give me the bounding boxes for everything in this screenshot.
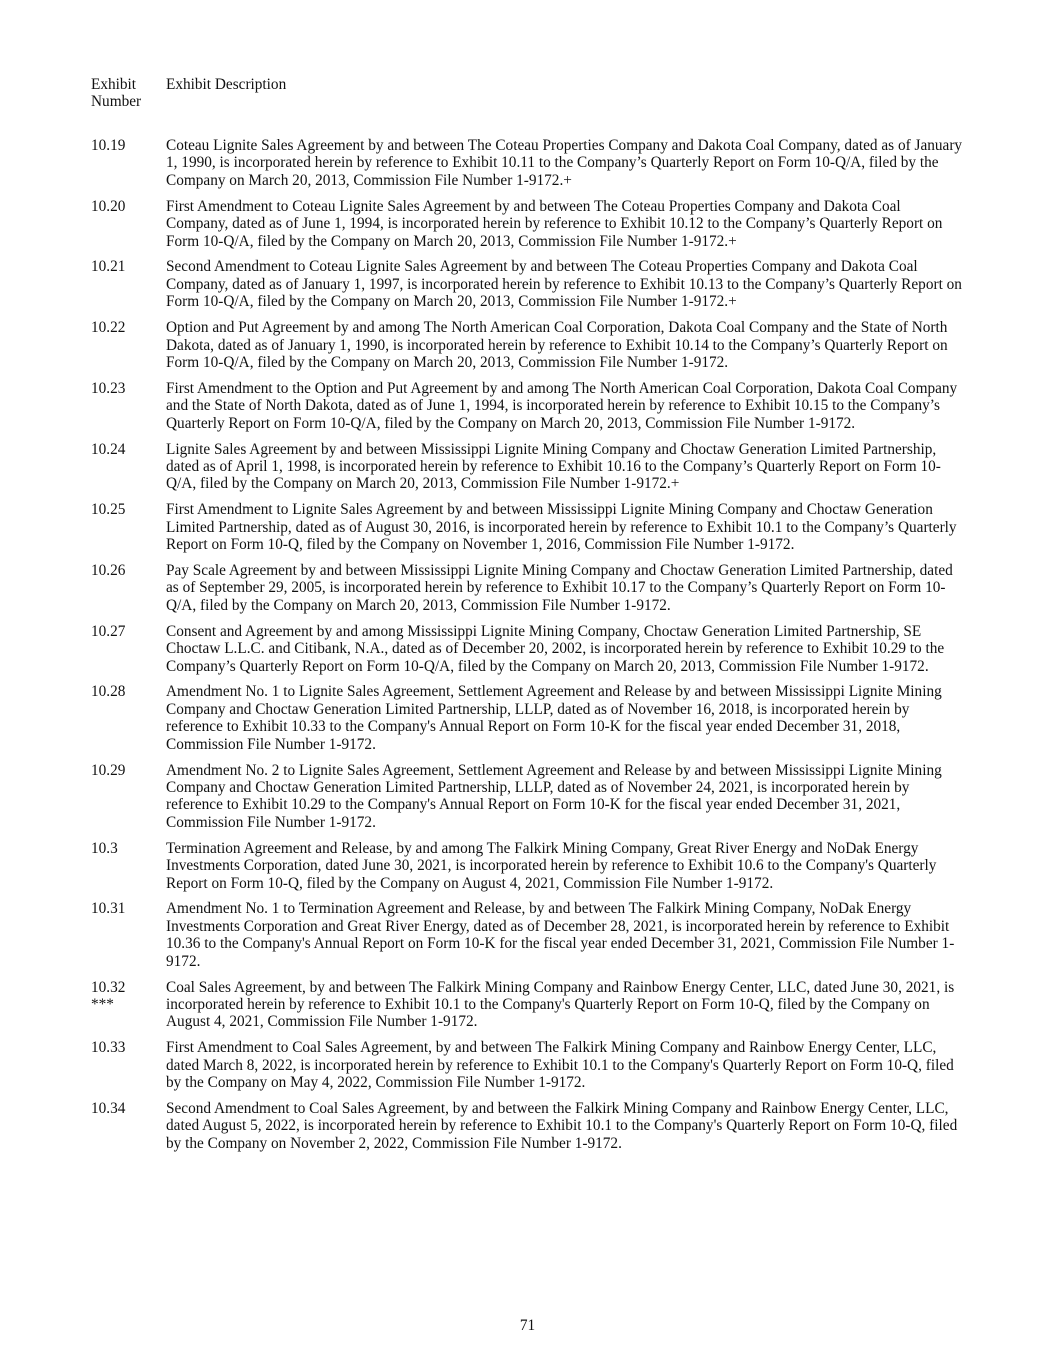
- exhibit-number: [91, 441, 161, 458]
- exhibit-description: First Amendment to the Option and Put Agreement by and among The North American Coal Corporation, Dakota Coal Company and the State of North Dakota, dated as of June 1, 1994, is incorporated herein by reference to Exhibit 10.15 to the Company’s Quarterly Report on Form 10-Q/A, filed by the Company on March 20, 2013, Commission File Number 1-9172.: [166, 379, 958, 432]
- exhibit-description: Pay Scale Agreement by and between Mississippi Lignite Mining Company and Choctaw Generation Limited Partnership, dated as of September 29, 2005, is incorporated herein by reference to Exhibit 10.17 to the Company’s Quarterly Report on Form 10-Q/A, filed by the Company on March 20, 2013, Commission File Number 1-9172.: [166, 562, 953, 614]
- exhibit-row: [91, 198, 971, 250]
- exhibit-number: [91, 137, 161, 154]
- exhibit-row: [91, 979, 971, 1031]
- exhibit-number: [91, 979, 161, 1014]
- exhibit-number-value: 10.19: [91, 137, 126, 154]
- exhibit-number-value: 10.33: [91, 1039, 126, 1057]
- exhibit-description: Amendment No. 1 to Lignite Sales Agreement, Settlement Agreement and Release by and between Mississippi Lignite Mining Company and Choctaw Generation Limited Partnership, LLLP, dated as of November 16, 2018, is incorporated herein by reference to Exhibit 10.33 to the Company's Annual Report on Form 10-K for the fiscal year ended December 31, 2018, Commission File Number 1-9172.: [166, 683, 942, 753]
- exhibit-description: Second Amendment to Coteau Lignite Sales Agreement by and between The Coteau Properties Company and Dakota Coal Company, dated as of January 1, 1997, is incorporated herein by reference to Exhibit 10.13 to the Company’s Quarterly Report on Form 10-Q/A, filed by the Company on March 20, 2013, Commission File Number 1-9172.+: [166, 258, 962, 311]
- exhibit-number: [91, 198, 161, 215]
- exhibit-number-value: 10.31: [91, 900, 126, 918]
- exhibit-number-header-line1: Exhibit: [91, 76, 137, 93]
- exhibit-number-value: 10.21: [91, 258, 126, 276]
- exhibit-number-column-header: [91, 76, 161, 111]
- exhibit-description-column-header: Exhibit Description: [166, 76, 287, 93]
- exhibit-description: Amendment No. 1 to Termination Agreement and Release, by and between The Falkirk Mining Company, NoDak Energy Investments Corporation and Great River Energy, dated as of December 28, 2021, is incorporated herein by reference to Exhibit 10.36 to the Company's Annual Report on Form 10-K for the fiscal year ended December 31, 2021, Commission File Number 1-9172.: [166, 900, 955, 970]
- exhibit-row: [91, 501, 971, 553]
- exhibit-description: First Amendment to Coteau Lignite Sales Agreement by and between The Coteau Properties Company and Dakota Coal Company, dated as of June 1, 1994, is incorporated herein by reference to Exhibit 10.12 to the Company’s Quarterly Report on Form 10-Q/A, filed by the Company on March 20, 2013, Commission File Number 1-9172.+: [166, 197, 943, 250]
- exhibit-description: Amendment No. 2 to Lignite Sales Agreement, Settlement Agreement and Release by and between Mississippi Lignite Mining Company and Choctaw Generation Limited Partnership, LLLP, dated as of November 24, 2021, is incorporated herein by reference to Exhibit 10.29 to the Company's Annual Report on Form 10-K for the fiscal year ended December 31, 2021, Commission File Number 1-9172.: [166, 761, 942, 831]
- exhibit-row: [91, 840, 971, 892]
- exhibit-row: [91, 762, 971, 832]
- exhibit-row: [91, 380, 971, 432]
- exhibit-row: [91, 683, 971, 753]
- exhibit-number: [91, 501, 161, 518]
- page-number: 71: [519, 1317, 536, 1334]
- exhibit-description: First Amendment to Lignite Sales Agreement by and between Mississippi Lignite Mining Company and Choctaw Generation Limited Partnership, dated as of August 30, 2016, is incorporated herein by reference to Exhibit 10.1 to the Company’s Quarterly Report on Form 10-Q, filed by the Company on November 1, 2016, Commission File Number 1-9172.: [166, 501, 957, 554]
- exhibit-number: [91, 258, 161, 275]
- exhibit-number: [91, 840, 161, 857]
- exhibit-number-value: 10.20: [91, 197, 126, 215]
- exhibit-number-suffix: ***: [91, 995, 114, 1013]
- exhibit-description: Termination Agreement and Release, by and among The Falkirk Mining Company, Great River Energy and NoDak Energy Investments Corporation, dated June 30, 2021, is incorporated herein by reference to Exhibit 10.6 to the Company's Quarterly Report on Form 10-Q, filed by the Company on August 4, 2021, Commission File Number 1-9172.: [166, 839, 937, 892]
- exhibit-description: Lignite Sales Agreement by and between Mississippi Lignite Mining Company and Choctaw Generation Limited Partnership, dated as of April 1, 1998, is incorporated herein by reference to Exhibit 10.16 to the Company’s Quarterly Report on Form 10-Q/A, filed by the Company on March 20, 2013, Commission File Number 1-9172.+: [166, 440, 941, 493]
- exhibit-number: [91, 683, 161, 700]
- exhibit-number-value: 10.27: [91, 622, 126, 640]
- exhibit-row: [91, 623, 971, 675]
- exhibit-description: First Amendment to Coal Sales Agreement, by and between The Falkirk Mining Company and Rainbow Energy Center, LLC, dated March 8, 2022, is incorporated herein by reference to Exhibit 10.1 to the Company's Quarterly Report on Form 10-Q, filed by the Company on May 4, 2022, Commission File Number 1-9172.: [166, 1039, 954, 1092]
- exhibit-number-value: 10.23: [91, 379, 126, 397]
- exhibit-number: [91, 380, 161, 397]
- exhibit-number-value: 10.34: [91, 1100, 126, 1117]
- exhibit-description: Coteau Lignite Sales Agreement by and between The Coteau Properties Company and Dakota Coal Company, dated as of January 1, 1990, is incorporated herein by reference to Exhibit 10.11 to the Company’s Quarterly Report on Form 10-Q/A, filed by the Company on March 20, 2013, Commission File Number 1-9172.+: [166, 137, 963, 189]
- exhibit-number: [91, 319, 161, 336]
- exhibit-number-value: 10.26: [91, 562, 126, 580]
- exhibit-row: [91, 900, 971, 970]
- exhibit-description: Coal Sales Agreement, by and between The Falkirk Mining Company and Rainbow Energy Center, LLC, dated June 30, 2021, is incorporated herein by reference to Exhibit 10.1 to the Company's Quarterly Report on Form 10-Q, filed by the Company on August 4, 2021, Commission File Number 1-9172.: [166, 978, 955, 1031]
- exhibit-number: [91, 900, 161, 917]
- exhibit-number-header-line2: Number: [91, 93, 142, 111]
- exhibit-number-value: 10.3: [91, 839, 118, 857]
- exhibit-row: [91, 137, 971, 189]
- exhibit-list: [91, 137, 971, 1161]
- exhibit-row: [91, 562, 971, 614]
- exhibit-number-value: 10.29: [91, 761, 126, 779]
- exhibit-number: [91, 623, 161, 640]
- exhibit-number: [91, 1100, 161, 1117]
- exhibit-row: [91, 441, 971, 493]
- exhibit-number-value: 10.25: [91, 501, 126, 519]
- exhibit-row: [91, 1100, 971, 1152]
- exhibit-number: [91, 762, 161, 779]
- exhibit-description: Consent and Agreement by and among Mississippi Lignite Mining Company, Choctaw Generation Limited Partnership, SE Choctaw L.L.C. and Citibank, N.A., dated as of December 20, 2002, is incorporated herein by reference to Exhibit 10.29 to the Company’s Quarterly Report on Form 10-Q/A, filed by the Company on March 20, 2013, Commission File Number 1-9172.: [166, 622, 945, 675]
- exhibit-description: Second Amendment to Coal Sales Agreement, by and between the Falkirk Mining Company and Rainbow Energy Center, LLC, dated August 5, 2022, is incorporated herein by reference to Exhibit 10.1 to the Company's Quarterly Report on Form 10-Q, filed by the Company on November 2, 2022, Commission File Number 1-9172.: [166, 1100, 958, 1152]
- exhibit-number: [91, 562, 161, 579]
- exhibit-number-value: 10.32: [91, 978, 126, 996]
- exhibit-row: [91, 258, 971, 310]
- exhibit-number-value: 10.22: [91, 319, 126, 337]
- exhibit-number: [91, 1039, 161, 1056]
- exhibit-number-value: 10.24: [91, 440, 126, 458]
- exhibit-row: [91, 1039, 971, 1091]
- exhibit-description: Option and Put Agreement by and among The North American Coal Corporation, Dakota Coal Company and the State of North Dakota, dated as of January 1, 1990, is incorporated herein by reference to Exhibit 10.14 to the Company’s Quarterly Report on Form 10-Q/A, filed by the Company on March 20, 2013, Commission File Number 1-9172.: [166, 319, 948, 371]
- exhibit-number-value: 10.28: [91, 683, 126, 701]
- exhibit-row: [91, 319, 971, 371]
